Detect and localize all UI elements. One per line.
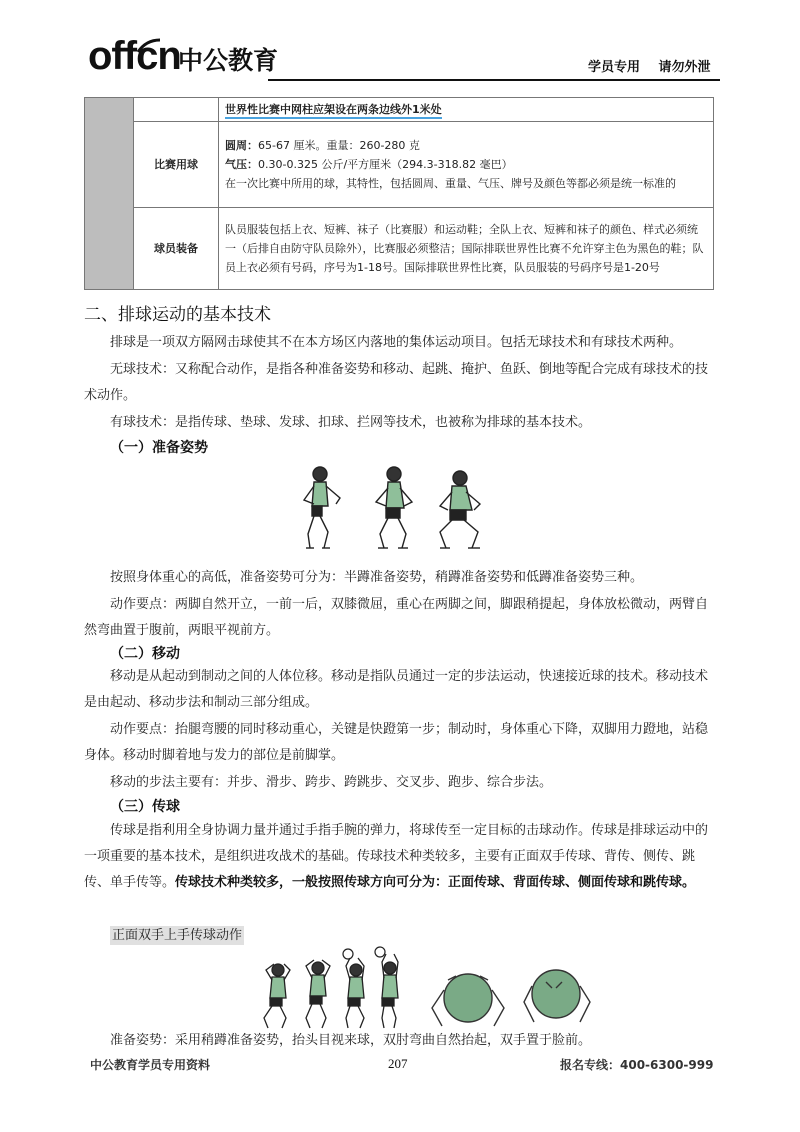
ball-spec xyxy=(219,122,714,208)
gear-text: 队员服装包括上衣、短裤、袜子（比赛服）和运动鞋；全队上衣、短裤和袜子的颜色、样式必须统一（后排自由防守队员除外），比赛服必须整洁；国际排联世界性比赛不允许穿主色为黑色的鞋；队员上衣必须有号码，序号为1-18号。国际排联世界性比赛，队员服装的号码序号是1-20号 xyxy=(219,208,714,290)
pass-p1 xyxy=(84,818,720,896)
pass-subtitle xyxy=(110,924,244,943)
gear-label: 球员装备 xyxy=(134,208,219,290)
move-title: （二）移动 xyxy=(110,646,180,662)
with-ball-paragraph: 有球技术：是指传球、垫球、发球、扣球、拦网等技术，也被称为排球的基本技术。 xyxy=(110,415,592,430)
table-gray-cell xyxy=(85,98,134,290)
ready-p1: 按照身体重心的高低，准备姿势可分为：半蹲准备姿势，稍蹲准备姿势和低蹲准备姿势三种。 xyxy=(110,570,644,585)
pass-title: （三）传球 xyxy=(110,799,180,815)
logo-swoosh-icon xyxy=(136,38,162,54)
footer-hotline: 报名专线：400-6300-999 xyxy=(560,1058,714,1072)
no-ball-paragraph: 无球技术：又称配合动作，是指各种准备姿势和移动、起跳、掩护、鱼跃、倒地等配合完成有球技术的技术动作。 xyxy=(84,362,709,403)
table-top-row xyxy=(219,98,714,122)
circ-value: 65-67 厘米。重量：260-280 克 xyxy=(258,139,420,152)
ball-note: 在一次比赛中所用的球，其特性，包括圆周、重量、气压、牌号及颜色等都必须是统一标准的 xyxy=(225,177,676,190)
ready-posture-illustration xyxy=(296,462,496,554)
ready-p2: 动作要点：两脚自然开立，一前一后，双膝微屈，重心在两脚之间，脚跟稍提起，身体放松微动，两臂自然弯曲置于腹前，两眼平视前方。 xyxy=(84,597,709,638)
pass-subtitle-text: 正面双手上手传球动作 xyxy=(112,928,243,943)
logo-wordmark: offcn xyxy=(88,34,181,78)
move-p3: 移动的步法主要有：并步、滑步、跨步、跨跳步、交叉步、跑步、综合步法。 xyxy=(110,775,553,790)
rules-table xyxy=(84,97,714,290)
table-empty-cell xyxy=(134,98,219,122)
pass-p1-text: 传球是指利用全身协调力量并通过手指手腕的弹力，将球传至一定目标的击球动作。传球是排球运动中的一项重要的基本技术，是组织进攻战术的基础。传球技术种类较多，主要有正面双手传球、背传、侧传、跳传、单手传等。 xyxy=(84,823,709,890)
pass-p1-emphasis: 传球技术种类较多，一般按照传球方向可分为：正面传球、背面传球、侧面传球和跳传球。 xyxy=(175,875,696,890)
ball-label: 比赛用球 xyxy=(134,122,219,208)
move-p1: 移动是从起动到制动之间的人体位移。移动是指队员通过一定的步法运动，快速接近球的技术。移动技术是由起动、移动步法和制动三部分组成。 xyxy=(84,669,709,710)
net-post-rule: 世界性比赛中网柱应架设在两条边线外1米处 xyxy=(225,103,442,119)
header-rule xyxy=(268,79,720,81)
intro-paragraph: 排球是一项双方隔网击球使其不在本方场区内落地的集体运动项目。包括无球技术和有球技术两种。 xyxy=(110,335,683,350)
pressure-value: 0.30-0.325 公斤/平方厘米（294.3-318.82 毫巴） xyxy=(258,158,513,171)
pressure-key: 气压： xyxy=(225,158,258,171)
header-confidential: 学员专用 请勿外泄 xyxy=(588,60,711,75)
logo-chinese: 中公教育 xyxy=(178,46,279,75)
move-p2: 动作要点：抬腿弯腰的同时移动重心，关键是快蹬第一步；制动时，身体重心下降，双脚用力蹬地，站稳身体。移动时脚着地与发力的部位是前脚掌。 xyxy=(84,722,709,763)
section-title: 二、排球运动的基本技术 xyxy=(84,305,271,325)
page-number: 207 xyxy=(388,1056,408,1071)
footer-left: 中公教育学员专用资料 xyxy=(90,1058,211,1072)
ready-title: （一）准备姿势 xyxy=(110,440,208,456)
overhead-pass-illustration xyxy=(256,946,612,1032)
circ-key: 圆周： xyxy=(225,139,258,152)
pass-ready: 准备姿势：采用稍蹲准备姿势，抬头目视来球，双肘弯曲自然抬起，双手置于脸前。 xyxy=(110,1033,592,1048)
